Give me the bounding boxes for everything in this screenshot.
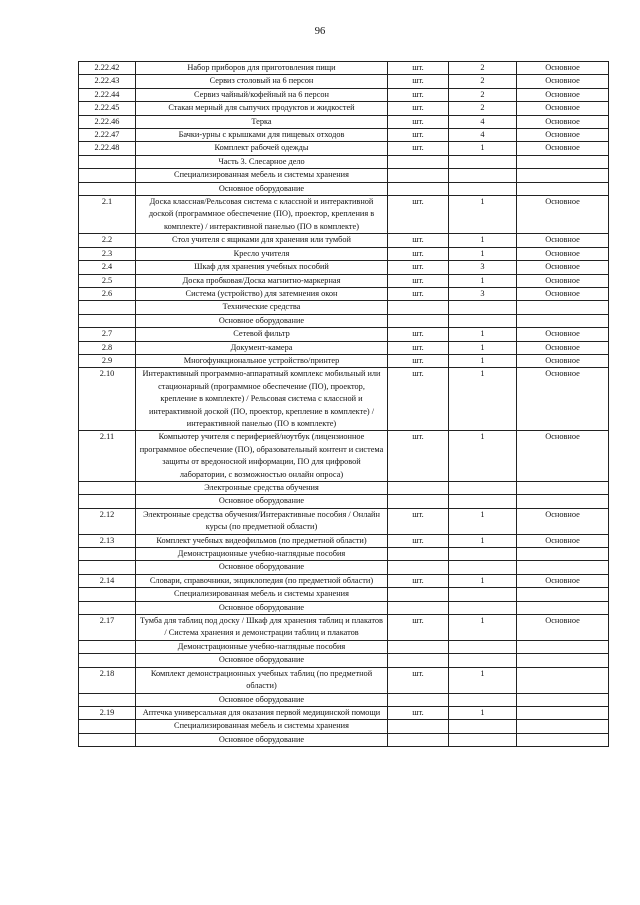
unit-cell: шт. bbox=[388, 247, 449, 260]
quantity-cell: 3 bbox=[449, 261, 517, 274]
unit-cell: шт. bbox=[388, 62, 449, 75]
unit-cell: шт. bbox=[388, 129, 449, 142]
category-cell: Основное bbox=[517, 615, 609, 641]
item-code-cell bbox=[79, 693, 136, 706]
table-row bbox=[79, 720, 609, 733]
unit-cell: шт. bbox=[388, 115, 449, 128]
table-row bbox=[79, 588, 609, 601]
table-row bbox=[79, 733, 609, 746]
item-code-cell bbox=[79, 733, 136, 746]
category-cell bbox=[517, 301, 609, 314]
category-cell: Основное bbox=[517, 508, 609, 534]
item-code-cell bbox=[79, 314, 136, 327]
item-name-cell: Демонстрационные учебно-наглядные пособия bbox=[136, 548, 388, 561]
unit-cell: шт. bbox=[388, 328, 449, 341]
item-code-cell bbox=[79, 169, 136, 182]
item-name-cell: Словари, справочники, энциклопедия (по предметной области) bbox=[136, 574, 388, 587]
category-cell bbox=[517, 667, 609, 693]
unit-cell bbox=[388, 301, 449, 314]
category-cell: Основное bbox=[517, 534, 609, 547]
item-name-cell: Специализированная мебель и системы хранения bbox=[136, 169, 388, 182]
item-name-cell: Основное оборудование bbox=[136, 182, 388, 195]
item-name-cell: Комплект рабочей одежды bbox=[136, 142, 388, 155]
item-code-cell: 2.10 bbox=[79, 368, 136, 431]
item-name-cell: Основное оборудование bbox=[136, 601, 388, 614]
quantity-cell: 1 bbox=[449, 341, 517, 354]
category-cell: Основное bbox=[517, 129, 609, 142]
quantity-cell: 1 bbox=[449, 274, 517, 287]
category-cell bbox=[517, 601, 609, 614]
unit-cell bbox=[388, 548, 449, 561]
item-code-cell: 2.22.45 bbox=[79, 102, 136, 115]
item-code-cell bbox=[79, 601, 136, 614]
item-code-cell bbox=[79, 182, 136, 195]
table-row bbox=[79, 368, 609, 431]
item-name-cell: Основное оборудование bbox=[136, 733, 388, 746]
item-code-cell bbox=[79, 301, 136, 314]
quantity-cell: 1 bbox=[449, 368, 517, 431]
table-row bbox=[79, 129, 609, 142]
category-cell: Основное bbox=[517, 234, 609, 247]
item-name-cell: Доска пробковая/Доска магнитно-маркерная bbox=[136, 274, 388, 287]
unit-cell bbox=[388, 640, 449, 653]
category-cell: Основное bbox=[517, 88, 609, 101]
quantity-cell bbox=[449, 182, 517, 195]
category-cell bbox=[517, 314, 609, 327]
quantity-cell: 1 bbox=[449, 142, 517, 155]
table-row bbox=[79, 341, 609, 354]
table-row bbox=[79, 115, 609, 128]
item-name-cell: Кресло учителя bbox=[136, 247, 388, 260]
unit-cell: шт. bbox=[388, 102, 449, 115]
table-row bbox=[79, 314, 609, 327]
unit-cell bbox=[388, 561, 449, 574]
unit-cell bbox=[388, 720, 449, 733]
item-code-cell: 2.6 bbox=[79, 287, 136, 300]
item-code-cell: 2.22.44 bbox=[79, 88, 136, 101]
quantity-cell: 2 bbox=[449, 62, 517, 75]
quantity-cell: 2 bbox=[449, 88, 517, 101]
table-row bbox=[79, 287, 609, 300]
item-name-cell: Комплект учебных видеофильмов (по предметной области) bbox=[136, 534, 388, 547]
quantity-cell bbox=[449, 720, 517, 733]
category-cell: Основное bbox=[517, 115, 609, 128]
table-row bbox=[79, 601, 609, 614]
item-code-cell bbox=[79, 482, 136, 495]
table-row bbox=[79, 234, 609, 247]
quantity-cell bbox=[449, 588, 517, 601]
unit-cell: шт. bbox=[388, 574, 449, 587]
category-cell bbox=[517, 182, 609, 195]
quantity-cell: 1 bbox=[449, 534, 517, 547]
table-row bbox=[79, 431, 609, 482]
quantity-cell bbox=[449, 155, 517, 168]
item-code-cell: 2.7 bbox=[79, 328, 136, 341]
item-code-cell bbox=[79, 548, 136, 561]
item-name-cell: Интерактивный программно-аппаратный комплекс мобильный или стационарный (программное обеспечение (ПО), проектор, крепление в комплекте) / Рельсовая система с классной и интерактивной доской (ПО, проектор, крепление в комплекте) / интерактивной панелью (ПО в комплекте) bbox=[136, 368, 388, 431]
table-row bbox=[79, 615, 609, 641]
quantity-cell: 1 bbox=[449, 354, 517, 367]
quantity-cell bbox=[449, 301, 517, 314]
unit-cell: шт. bbox=[388, 354, 449, 367]
unit-cell bbox=[388, 314, 449, 327]
table-row bbox=[79, 274, 609, 287]
unit-cell bbox=[388, 601, 449, 614]
equipment-table-body bbox=[79, 62, 609, 747]
quantity-cell: 1 bbox=[449, 574, 517, 587]
item-name-cell: Сервиз чайный/кофейный на 6 персон bbox=[136, 88, 388, 101]
table-row bbox=[79, 261, 609, 274]
quantity-cell: 1 bbox=[449, 431, 517, 482]
unit-cell: шт. bbox=[388, 234, 449, 247]
table-row bbox=[79, 196, 609, 234]
quantity-cell: 1 bbox=[449, 706, 517, 719]
item-code-cell bbox=[79, 640, 136, 653]
category-cell bbox=[517, 720, 609, 733]
table-row bbox=[79, 706, 609, 719]
item-code-cell bbox=[79, 155, 136, 168]
item-name-cell: Сервиз столовый на 6 персон bbox=[136, 75, 388, 88]
page-number: 96 bbox=[314, 26, 326, 37]
item-code-cell: 2.3 bbox=[79, 247, 136, 260]
table-row bbox=[79, 508, 609, 534]
category-cell: Основное bbox=[517, 341, 609, 354]
unit-cell bbox=[388, 155, 449, 168]
unit-cell: шт. bbox=[388, 431, 449, 482]
item-code-cell: 2.14 bbox=[79, 574, 136, 587]
unit-cell: шт. bbox=[388, 261, 449, 274]
quantity-cell: 4 bbox=[449, 129, 517, 142]
table-row bbox=[79, 693, 609, 706]
quantity-cell: 1 bbox=[449, 667, 517, 693]
item-name-cell: Шкаф для хранения учебных пособий bbox=[136, 261, 388, 274]
table-row bbox=[79, 654, 609, 667]
item-code-cell: 2.1 bbox=[79, 196, 136, 234]
item-name-cell: Тумба для таблиц под доску / Шкаф для хранения таблиц и плакатов / Система хранения и демонстрации таблиц и плакатов bbox=[136, 615, 388, 641]
item-name-cell: Основное оборудование bbox=[136, 561, 388, 574]
category-cell bbox=[517, 548, 609, 561]
item-name-cell: Электронные средства обучения/Интерактивные пособия / Онлайн курсы (по предметной области) bbox=[136, 508, 388, 534]
table-row bbox=[79, 548, 609, 561]
item-code-cell: 2.4 bbox=[79, 261, 136, 274]
item-name-cell: Сетевой фильтр bbox=[136, 328, 388, 341]
item-name-cell: Стакан мерный для сыпучих продуктов и жидкостей bbox=[136, 102, 388, 115]
item-name-cell: Компьютер учителя с периферией/ноутбук (лицензионное программное обеспечение (ПО), образовательный контент и система защиты от вредоносной информации, ПО для цифровой лаборатории, с возможностью онлайн опроса) bbox=[136, 431, 388, 482]
quantity-cell: 1 bbox=[449, 247, 517, 260]
quantity-cell bbox=[449, 693, 517, 706]
table-row bbox=[79, 247, 609, 260]
category-cell bbox=[517, 561, 609, 574]
category-cell: Основное bbox=[517, 75, 609, 88]
category-cell: Основное bbox=[517, 287, 609, 300]
item-name-cell: Электронные средства обучения bbox=[136, 482, 388, 495]
category-cell: Основное bbox=[517, 62, 609, 75]
table-row bbox=[79, 142, 609, 155]
unit-cell: шт. bbox=[388, 341, 449, 354]
quantity-cell bbox=[449, 640, 517, 653]
item-name-cell: Многофункциональное устройство/принтер bbox=[136, 354, 388, 367]
item-name-cell: Документ-камера bbox=[136, 341, 388, 354]
item-code-cell: 2.17 bbox=[79, 615, 136, 641]
table-row bbox=[79, 182, 609, 195]
category-cell bbox=[517, 706, 609, 719]
item-name-cell: Система (устройство) для затемнения окон bbox=[136, 287, 388, 300]
item-name-cell: Специализированная мебель и системы хранения bbox=[136, 588, 388, 601]
quantity-cell: 1 bbox=[449, 234, 517, 247]
unit-cell: шт. bbox=[388, 368, 449, 431]
table-row bbox=[79, 75, 609, 88]
quantity-cell: 1 bbox=[449, 508, 517, 534]
unit-cell: шт. bbox=[388, 196, 449, 234]
table-row bbox=[79, 667, 609, 693]
unit-cell bbox=[388, 482, 449, 495]
category-cell bbox=[517, 169, 609, 182]
category-cell: Основное bbox=[517, 328, 609, 341]
item-code-cell bbox=[79, 588, 136, 601]
quantity-cell bbox=[449, 561, 517, 574]
table-row bbox=[79, 495, 609, 508]
unit-cell: шт. bbox=[388, 75, 449, 88]
category-cell bbox=[517, 693, 609, 706]
unit-cell: шт. bbox=[388, 706, 449, 719]
item-code-cell: 2.22.48 bbox=[79, 142, 136, 155]
quantity-cell bbox=[449, 548, 517, 561]
quantity-cell bbox=[449, 314, 517, 327]
quantity-cell bbox=[449, 601, 517, 614]
quantity-cell: 1 bbox=[449, 615, 517, 641]
table-row bbox=[79, 102, 609, 115]
table-row bbox=[79, 534, 609, 547]
item-name-cell: Основное оборудование bbox=[136, 654, 388, 667]
category-cell bbox=[517, 640, 609, 653]
category-cell: Основное bbox=[517, 431, 609, 482]
category-cell: Основное bbox=[517, 247, 609, 260]
unit-cell: шт. bbox=[388, 667, 449, 693]
item-code-cell: 2.5 bbox=[79, 274, 136, 287]
item-name-cell: Бачки-урны с крышками для пищевых отходов bbox=[136, 129, 388, 142]
item-code-cell bbox=[79, 720, 136, 733]
item-name-cell: Набор приборов для приготовления пищи bbox=[136, 62, 388, 75]
quantity-cell bbox=[449, 169, 517, 182]
category-cell: Основное bbox=[517, 102, 609, 115]
unit-cell bbox=[388, 693, 449, 706]
category-cell bbox=[517, 495, 609, 508]
table-row bbox=[79, 155, 609, 168]
item-code-cell: 2.9 bbox=[79, 354, 136, 367]
category-cell bbox=[517, 733, 609, 746]
quantity-cell: 2 bbox=[449, 75, 517, 88]
quantity-cell: 4 bbox=[449, 115, 517, 128]
item-code-cell: 2.12 bbox=[79, 508, 136, 534]
quantity-cell: 2 bbox=[449, 102, 517, 115]
unit-cell: шт. bbox=[388, 274, 449, 287]
item-name-cell: Технические средства bbox=[136, 301, 388, 314]
item-name-cell: Стол учителя с ящиками для хранения или тумбой bbox=[136, 234, 388, 247]
item-name-cell: Демонстрационные учебно-наглядные пособия bbox=[136, 640, 388, 653]
quantity-cell: 1 bbox=[449, 196, 517, 234]
table-row bbox=[79, 328, 609, 341]
unit-cell: шт. bbox=[388, 142, 449, 155]
item-code-cell: 2.22.42 bbox=[79, 62, 136, 75]
unit-cell: шт. bbox=[388, 534, 449, 547]
unit-cell bbox=[388, 495, 449, 508]
quantity-cell: 3 bbox=[449, 287, 517, 300]
table-row bbox=[79, 62, 609, 75]
quantity-cell bbox=[449, 654, 517, 667]
item-name-cell: Аптечка универсальная для оказания первой медицинской помощи bbox=[136, 706, 388, 719]
table-row bbox=[79, 354, 609, 367]
category-cell: Основное bbox=[517, 196, 609, 234]
item-name-cell: Основное оборудование bbox=[136, 314, 388, 327]
table-row bbox=[79, 574, 609, 587]
item-code-cell: 2.19 bbox=[79, 706, 136, 719]
item-code-cell: 2.22.47 bbox=[79, 129, 136, 142]
category-cell: Основное bbox=[517, 261, 609, 274]
category-cell: Основное bbox=[517, 354, 609, 367]
item-code-cell: 2.8 bbox=[79, 341, 136, 354]
quantity-cell bbox=[449, 482, 517, 495]
item-name-cell: Терка bbox=[136, 115, 388, 128]
item-code-cell: 2.13 bbox=[79, 534, 136, 547]
table-row bbox=[79, 88, 609, 101]
category-cell bbox=[517, 588, 609, 601]
category-cell: Основное bbox=[517, 368, 609, 431]
unit-cell: шт. bbox=[388, 615, 449, 641]
unit-cell: шт. bbox=[388, 88, 449, 101]
unit-cell bbox=[388, 182, 449, 195]
unit-cell: шт. bbox=[388, 508, 449, 534]
unit-cell bbox=[388, 733, 449, 746]
table-row bbox=[79, 561, 609, 574]
quantity-cell: 1 bbox=[449, 328, 517, 341]
unit-cell bbox=[388, 588, 449, 601]
item-code-cell bbox=[79, 495, 136, 508]
item-code-cell: 2.22.43 bbox=[79, 75, 136, 88]
item-code-cell bbox=[79, 654, 136, 667]
quantity-cell bbox=[449, 495, 517, 508]
category-cell bbox=[517, 155, 609, 168]
unit-cell bbox=[388, 654, 449, 667]
item-code-cell: 2.11 bbox=[79, 431, 136, 482]
item-name-cell: Часть 3. Слесарное дело bbox=[136, 155, 388, 168]
category-cell bbox=[517, 654, 609, 667]
unit-cell: шт. bbox=[388, 287, 449, 300]
item-name-cell: Специализированная мебель и системы хранения bbox=[136, 720, 388, 733]
quantity-cell bbox=[449, 733, 517, 746]
unit-cell bbox=[388, 169, 449, 182]
item-code-cell: 2.22.46 bbox=[79, 115, 136, 128]
item-name-cell: Основное оборудование bbox=[136, 495, 388, 508]
item-code-cell: 2.18 bbox=[79, 667, 136, 693]
equipment-table bbox=[78, 61, 609, 747]
category-cell bbox=[517, 482, 609, 495]
item-name-cell: Основное оборудование bbox=[136, 693, 388, 706]
item-code-cell bbox=[79, 561, 136, 574]
item-code-cell: 2.2 bbox=[79, 234, 136, 247]
table-row bbox=[79, 301, 609, 314]
category-cell: Основное bbox=[517, 574, 609, 587]
table-row bbox=[79, 482, 609, 495]
category-cell: Основное bbox=[517, 142, 609, 155]
table-row bbox=[79, 169, 609, 182]
item-name-cell: Доска классная/Рельсовая система с классной и интерактивной доской (программное обеспечение (ПО), проектор, крепления в комплекте) / интерактивной панелью (ПО в комплекте) bbox=[136, 196, 388, 234]
table-row bbox=[79, 640, 609, 653]
item-name-cell: Комплект демонстрационных учебных таблиц (по предметной области) bbox=[136, 667, 388, 693]
category-cell: Основное bbox=[517, 274, 609, 287]
